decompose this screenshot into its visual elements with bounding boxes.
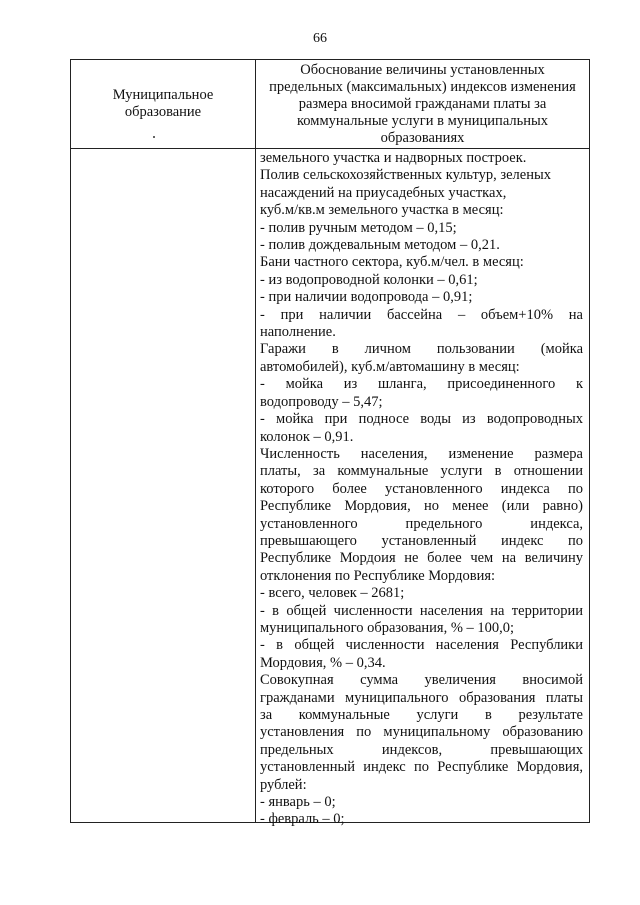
text-line: насаждений на приусадебных участках, <box>260 184 507 201</box>
text-line: - в общей численности населения на территории <box>260 602 583 619</box>
text-line: - мойка при подносе воды из водопроводных <box>260 411 583 428</box>
text-line: Бани частного сектора, куб.м/чел. в месяц: <box>260 254 524 271</box>
text-line: - полив ручным методом – 0,15; <box>260 219 457 236</box>
text-line: - февраль – 0; <box>260 811 345 828</box>
text-line: - всего, человек – 2681; <box>260 585 405 602</box>
header-divider <box>71 148 589 149</box>
text-line: - при наличии водопровода – 0,91; <box>260 289 473 306</box>
page-number: 66 <box>313 31 327 46</box>
text-line: - полив дождевальным методом – 0,21. <box>260 237 500 254</box>
text-line: автомобилей), куб.м/автомашину в месяц: <box>260 358 520 375</box>
stray-mark <box>153 136 155 138</box>
text-line: Совокупная сумма увеличения вносимой <box>260 672 583 689</box>
text-line: Полив сельскохозяйственных культур, зеленых <box>260 167 551 184</box>
text-line: Республике Мордовия, но менее (или равно) <box>260 498 583 515</box>
justification-table <box>70 59 590 828</box>
text-line: Гаражи в личном пользовании (мойка <box>260 341 583 358</box>
text-line: отклонения по Республике Мордовия: <box>260 567 496 584</box>
text-line: - из водопроводной колонки – 0,61; <box>260 271 478 288</box>
text-line: водопроводу – 5,47; <box>260 393 383 410</box>
text-line: колонок – 0,91. <box>260 428 354 445</box>
text-line: - мойка из шланга, присоединенного к <box>260 376 583 393</box>
text-line: превышающего установленный индекс по <box>260 532 583 549</box>
header-cell-municipality <box>71 60 255 148</box>
text-line: которого более установленного индекса по <box>260 480 583 497</box>
text-line: - январь – 0; <box>260 794 336 811</box>
header-cell-justification <box>256 62 589 148</box>
justification-text-cell <box>256 150 589 829</box>
text-line: земельного участка и надворных построек. <box>260 150 527 166</box>
text-line: предельных индексов, превышающих <box>260 741 583 758</box>
text-line: наполнение. <box>260 324 336 341</box>
text-line: муниципального образования, % – 100,0; <box>260 619 515 636</box>
text-line: рублей: <box>260 776 307 793</box>
text-line: Численность населения, изменение размера <box>260 445 583 462</box>
text-line: - при наличии бассейна – объем+10% на <box>260 306 583 323</box>
text-line: Республике Мордоия не более чем на величину <box>260 550 583 567</box>
text-line: установленного предельного индекса, <box>260 515 583 532</box>
text-line: установленный индекс по Республике Мордовия, <box>260 759 583 776</box>
text-line: - в общей численности населения Республики <box>260 637 583 654</box>
text-line: за коммунальные услуги в результате <box>260 707 583 723</box>
text-line: Мордовия, % – 0,34. <box>260 654 386 671</box>
header-justification-label: Обоснование величины установленных предельных (максимальных) индексов изменения размера вносимой гражданами платы за коммунальные услуги в муниципальных образованиях <box>269 62 576 146</box>
header-municipality-label: Муниципальное образование <box>112 87 214 120</box>
text-line: установления по муниципальному образованию <box>260 724 583 741</box>
text-line: куб.м/кв.м земельного участка в месяц: <box>260 202 504 219</box>
text-line: платы, за коммунальные услуги в отношении <box>260 463 583 480</box>
text-line: гражданами муниципального образования платы <box>260 689 583 706</box>
